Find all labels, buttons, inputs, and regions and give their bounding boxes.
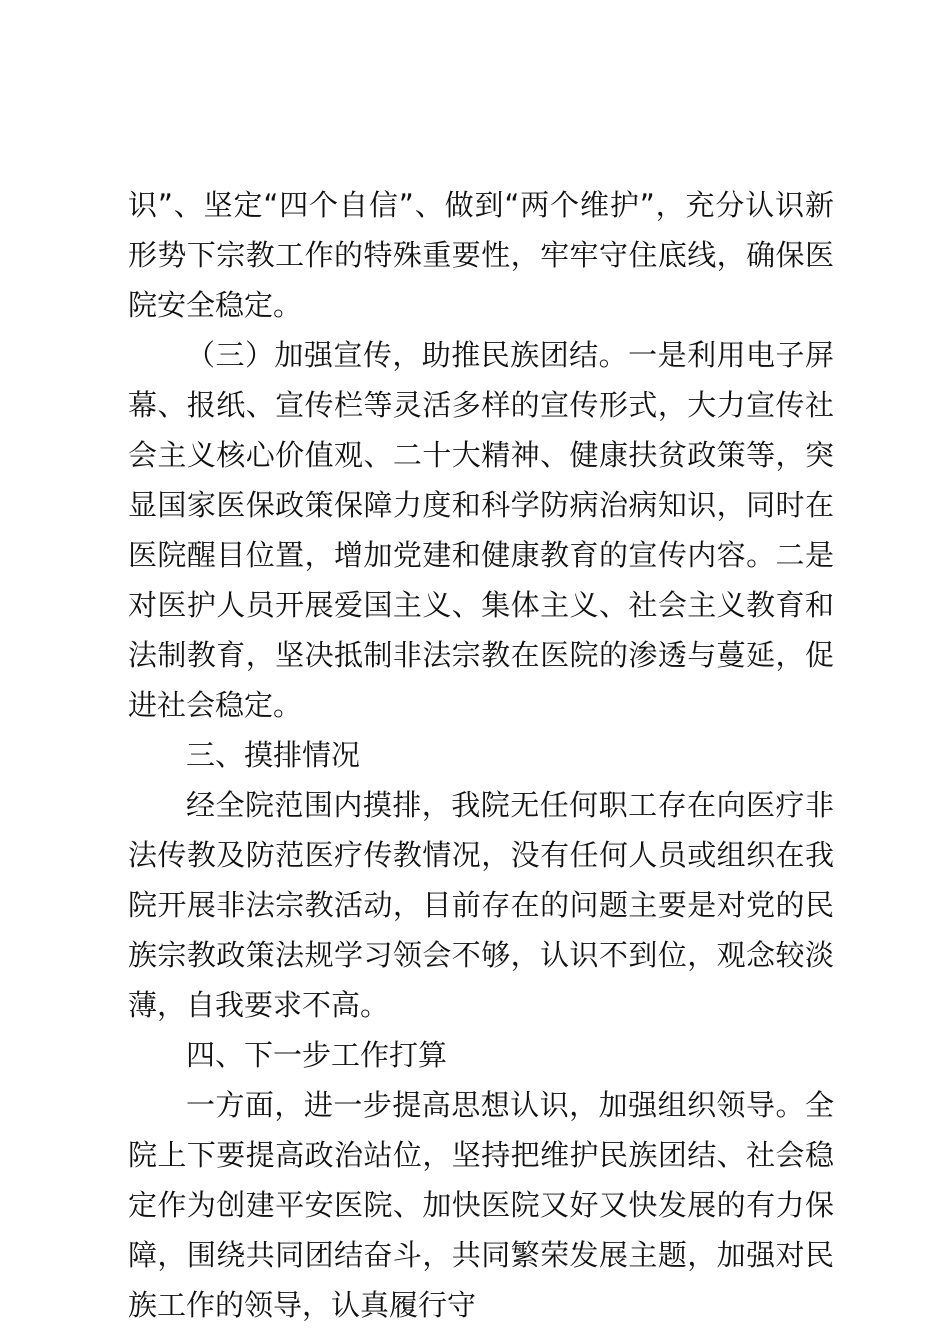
section-heading-next-steps: 四、下一步工作打算 xyxy=(186,1038,448,1072)
paragraph-investigation: 经全院范围内摸排，我院无任何职工存在向医疗非法传教及防范医疗传教情况，没有任何人员或组织在我院开展非法宗教活动，目前存在的问题主要是对党的民族宗教政策法规学习领会不够，认识不到位，观念较淡薄，自我要求不高。 xyxy=(128,788,834,1022)
paragraph-continuation: 识”、坚定“四个自信”、做到“两个维护”，充分认识新形势下宗教工作的特殊重要性，牢牢守住底线，确保医院安全稳定。 xyxy=(128,188,834,322)
paragraph-publicity: （三）加强宣传，助推民族团结。一是利用电子屏幕、报纸、宣传栏等灵活多样的宣传形式，大力宣传社会主义核心价值观、二十大精神、健康扶贫政策等，突显国家医保政策保障力度和科学防病治病知识，同时在医院醒目位置，增加党建和健康教育的宣传内容。二是对医护人员开展爱国主义、集体主义、社会主义教育和法制教育，坚决抵制非法宗教在医院的渗透与蔓延，促进社会稳定。 xyxy=(128,338,834,722)
section-heading-investigation: 三、摸排情况 xyxy=(186,738,361,772)
document-body xyxy=(128,180,834,1330)
paragraph-next-steps: 一方面，进一步提高思想认识，加强组织领导。全院上下要提高政治站位，坚持把维护民族团结、社会稳定作为创建平安医院、加快医院又好又快发展的有力保障，围绕共同团结奋斗，共同繁荣发展主题，加强对民族工作的领导，认真履行守 xyxy=(128,1088,834,1322)
